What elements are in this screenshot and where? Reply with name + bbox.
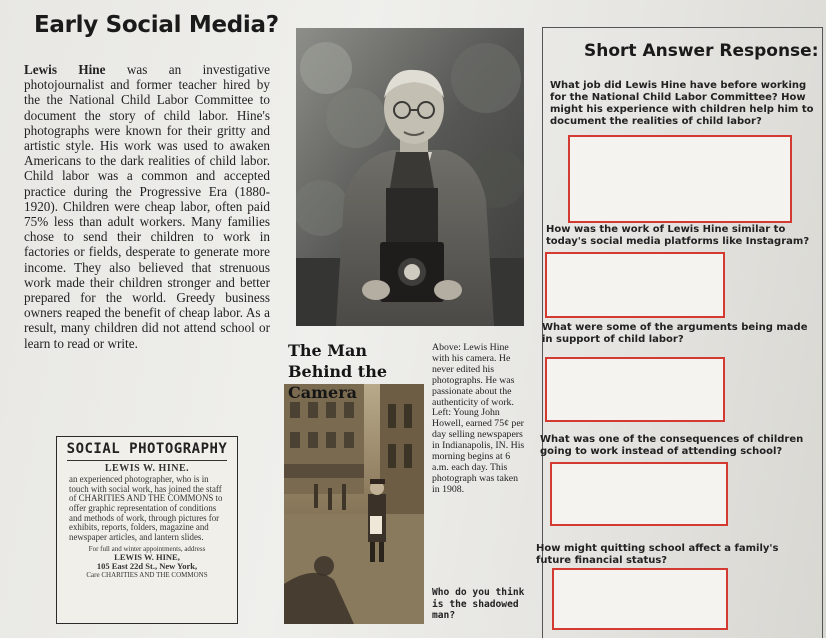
ad-divider	[67, 460, 227, 461]
ad-body: an experienced photographer, who is in touch with social work, has joined the staff of CHARITIES AND THE COMMONS to offer graphic representation of conditions and methods of work, through pictures for exhibits, reports, folders, magazine and newspaper articles, and lantern slides.	[69, 474, 223, 542]
answer-box-1[interactable]	[568, 135, 792, 223]
page-title: Early Social Media?	[34, 12, 279, 38]
social-photography-ad	[56, 436, 238, 624]
response-title: Short Answer Response:	[584, 41, 819, 61]
article-lead: Lewis Hine	[24, 62, 106, 77]
shadow-question: Who do you think is the shadowed man?	[432, 587, 525, 621]
feature-title: The Man Behind the Camera	[288, 341, 388, 402]
answer-box-4[interactable]	[550, 462, 728, 526]
ad-footer	[57, 545, 237, 579]
ad-foot-address: 105 East 22d St., New York,	[96, 561, 198, 572]
question-3: What were some of the arguments being made in support of child labor?	[542, 322, 808, 345]
hine-portrait-photo	[296, 28, 524, 326]
ad-foot-name: LEWIS W. HINE,	[114, 552, 180, 563]
hine-portrait-illustration	[296, 28, 524, 326]
question-2: How was the work of Lewis Hine similar to today's social media platforms like Instagram?	[546, 224, 810, 247]
article-text	[24, 62, 270, 351]
article-body: was an investigative photojournalist and former teacher hired by the the National Child Labor Committee to document the story of child labor. Hine's photographs were known for their gritty and artistic style. His work was used to awaken Americans to the dark realities of child labor. Child labor was a common and accepted practice during the Progressive Era (1880-1920). Children were cheap labor, often paid 75% less than adult workers. Many families chose to send their children to work in factories or fields, desperate to generate more income. They also believed that strenuous work made their children stronger and better prepared for the world. Greedy business owners reaped the benefit of cheap labor. As a result, many children did not attend school or learn to read or write.	[24, 62, 271, 351]
ad-foot-note: For full and winter appointments, address	[88, 545, 206, 554]
answer-box-3[interactable]	[545, 357, 725, 422]
answer-box-2[interactable]	[545, 252, 725, 318]
ad-foot-org: Care CHARITIES AND THE COMMONS	[86, 571, 208, 580]
ad-title: SOCIAL PHOTOGRAPHY	[66, 441, 228, 457]
question-1: What job did Lewis Hine have before working for the National Child Labor Committee? How might his experience with children help him to document the realities of child labor?	[550, 80, 814, 127]
question-4: What was one of the consequences of children going to work instead of attending school?	[540, 434, 804, 457]
ad-name: LEWIS W. HINE.	[104, 462, 190, 474]
question-5: How might quitting school affect a family's future financial status?	[536, 543, 779, 566]
answer-box-5[interactable]	[552, 568, 728, 630]
newsboy-street-illustration	[284, 384, 424, 624]
newsboy-street-photo	[284, 384, 424, 624]
photo-caption: Above: Lewis Hine with his camera. He never edited his photographs. He was passionate about the authenticity of work. Left: Young John Howell, earned 75¢ per day selling newspapers in Indianapolis, IN. His morning begins at 6 a.m. each day. This photograph was taken in 1908.	[432, 342, 525, 495]
